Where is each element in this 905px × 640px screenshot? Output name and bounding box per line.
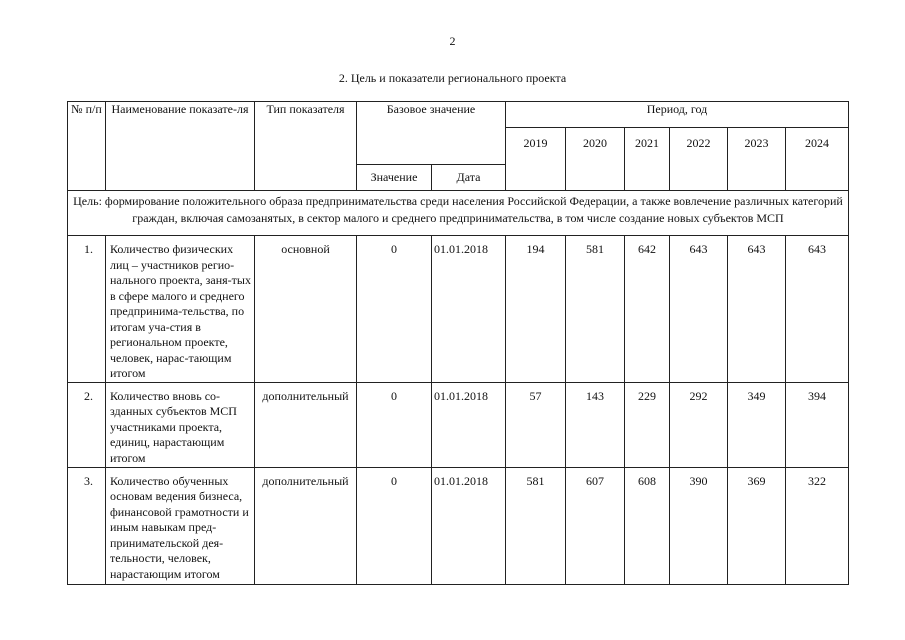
base-value: 0 <box>357 467 432 584</box>
year-value: 642 <box>625 236 670 383</box>
year-value: 394 <box>786 382 849 467</box>
table-row <box>68 467 849 584</box>
indicator-type: основной <box>255 236 357 383</box>
header-base: Базовое значение <box>357 102 506 165</box>
year-value: 292 <box>670 382 728 467</box>
year-value: 390 <box>670 467 728 584</box>
indicators-table <box>67 101 849 585</box>
year-value: 643 <box>786 236 849 383</box>
year-value: 369 <box>728 467 786 584</box>
header-base-value: Значение <box>357 165 432 191</box>
header-year: 2024 <box>786 128 849 191</box>
year-value: 643 <box>670 236 728 383</box>
header-name: Наименование показате-ля <box>106 102 255 191</box>
year-value: 349 <box>728 382 786 467</box>
year-value: 643 <box>728 236 786 383</box>
table-row <box>68 382 849 467</box>
base-date: 01.01.2018 <box>432 467 506 584</box>
header-type: Тип показателя <box>255 102 357 191</box>
year-value: 581 <box>566 236 625 383</box>
year-value: 581 <box>506 467 566 584</box>
row-number: 1. <box>68 236 106 383</box>
year-value: 57 <box>506 382 566 467</box>
header-period: Период, год <box>506 102 849 128</box>
section-title: 2. Цель и показатели регионального проекта <box>338 71 567 85</box>
indicator-type: дополнительный <box>255 382 357 467</box>
year-value: 607 <box>566 467 625 584</box>
year-value: 194 <box>506 236 566 383</box>
indicator-name: Количество физических лиц – участников регио-нального проекта, заня-тых в сфере малого и среднего предпринима-тельства, по итогам уча-стия в региональном проекте, человек, нарас-тающим итогом <box>106 236 255 383</box>
header-base-date: Дата <box>432 165 506 191</box>
header-year: 2023 <box>728 128 786 191</box>
indicator-name: Количество обученных основам ведения бизнеса, финансовой грамотности и иным навыкам пред-принимательской дея-тельности, человек, нарастающим итогом <box>106 467 255 584</box>
year-value: 143 <box>566 382 625 467</box>
year-value: 322 <box>786 467 849 584</box>
page-number: 2 <box>449 34 456 48</box>
goal-statement: Цель: формирование положительного образа предпринимательства среди населения Российской Федерации, а также вовлечение различных категорий граждан, включая самозанятых, в сектор малого и среднего предпринимательства, в том числе создание новых субъектов МСП <box>68 191 849 236</box>
year-value: 229 <box>625 382 670 467</box>
header-year: 2022 <box>670 128 728 191</box>
base-value: 0 <box>357 382 432 467</box>
row-number: 2. <box>68 382 106 467</box>
indicator-type: дополнительный <box>255 467 357 584</box>
header-num: № п/п <box>68 102 106 191</box>
header-year: 2019 <box>506 128 566 191</box>
year-value: 608 <box>625 467 670 584</box>
table-row <box>68 236 849 383</box>
header-year: 2020 <box>566 128 625 191</box>
header-year: 2021 <box>625 128 670 191</box>
base-value: 0 <box>357 236 432 383</box>
row-number: 3. <box>68 467 106 584</box>
indicator-name: Количество вновь со-зданных субъектов МСП участниками проекта, единиц, нарастающим итогом <box>106 382 255 467</box>
base-date: 01.01.2018 <box>432 236 506 383</box>
base-date: 01.01.2018 <box>432 382 506 467</box>
